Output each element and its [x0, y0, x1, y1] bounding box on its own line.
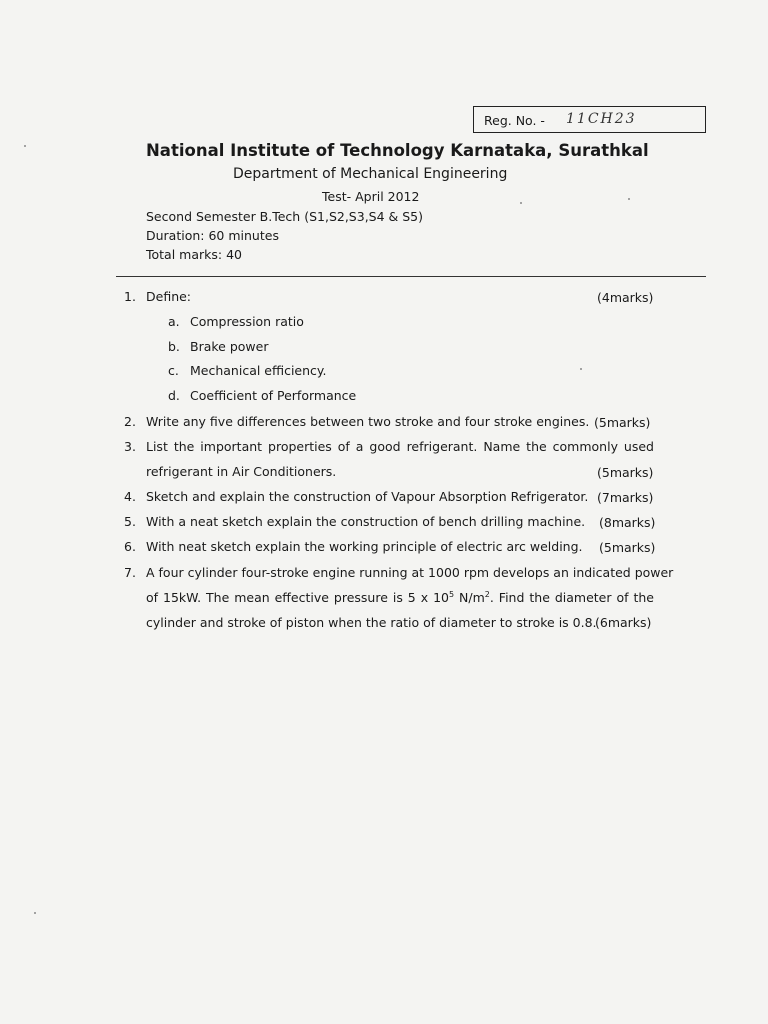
reg-number-box	[473, 106, 706, 133]
question-3-marks: (5marks)	[597, 465, 654, 480]
question-text-cont: cylinder and stroke of piston when the ratio of diameter to stroke is 0.8.	[146, 615, 597, 630]
sub-letter: b.	[168, 339, 180, 354]
q7-text-a: of 15kW. The mean effective pressure is 5 x 10	[146, 590, 449, 605]
question-number: 6.	[124, 539, 136, 554]
total-marks-info: Total marks: 40	[146, 247, 242, 262]
question-number: 1.	[124, 289, 136, 304]
question-text: With a neat sketch explain the construction of bench drilling machine.	[146, 514, 586, 529]
question-text: Define:	[146, 289, 192, 304]
scan-speck	[34, 912, 36, 914]
scan-speck	[520, 202, 522, 204]
q7-exponent-2: 2	[484, 589, 490, 599]
test-date: Test- April 2012	[322, 189, 420, 204]
question-number: 4.	[124, 489, 136, 504]
question-3-line-1: List the important properties of a good refrigerant. Name the commonly used	[146, 439, 654, 454]
q7-text-c: . Find the diameter of the	[489, 590, 654, 605]
question-7-line-1: A four cylinder four-stroke engine running at 1000 rpm develops an indicated power	[146, 565, 674, 580]
scan-speck	[24, 145, 26, 147]
question-text-cont: refrigerant in Air Conditioners.	[146, 464, 337, 479]
scan-speck	[628, 198, 630, 200]
question-5-marks: (8marks)	[599, 515, 656, 530]
institute-title: National Institute of Technology Karnataka, Surathkal	[146, 141, 649, 160]
sub-letter: a.	[168, 314, 180, 329]
reg-label: Reg. No. -	[484, 113, 545, 128]
question-4-marks: (7marks)	[597, 490, 654, 505]
question-text: With neat sketch explain the working principle of electric arc welding.	[146, 539, 583, 554]
sub-letter: c.	[168, 363, 179, 378]
question-number: 2.	[124, 414, 136, 429]
question-7-marks: (6marks)	[595, 615, 652, 630]
duration-info: Duration: 60 minutes	[146, 228, 279, 243]
question-1-marks: (4marks)	[597, 290, 654, 305]
question-number: 5.	[124, 514, 136, 529]
semester-info: Second Semester B.Tech (S1,S2,S3,S4 & S5)	[146, 209, 424, 224]
sub-text: Coefficient of Performance	[190, 388, 357, 403]
sub-text: Compression ratio	[190, 314, 304, 329]
header-divider	[116, 276, 706, 277]
question-2-marks: (5marks)	[594, 415, 651, 430]
q7-text-b: N/m	[454, 590, 485, 605]
department-name: Department of Mechanical Engineering	[233, 166, 508, 182]
question-6-marks: (5marks)	[599, 540, 656, 555]
sub-letter: d.	[168, 388, 180, 403]
question-text: Write any five differences between two stroke and four stroke engines.	[146, 414, 590, 429]
q7-exponent-1: 5	[448, 589, 455, 599]
question-number: 3.	[124, 439, 136, 454]
sub-text: Brake power	[190, 339, 269, 354]
question-7-line-2	[146, 590, 654, 605]
scan-speck	[580, 368, 582, 370]
sub-text: Mechanical efficiency.	[190, 363, 327, 378]
question-text: Sketch and explain the construction of Vapour Absorption Refrigerator.	[146, 489, 589, 504]
reg-value-handwritten: 11CH23	[566, 111, 637, 127]
question-number: 7.	[124, 565, 136, 580]
